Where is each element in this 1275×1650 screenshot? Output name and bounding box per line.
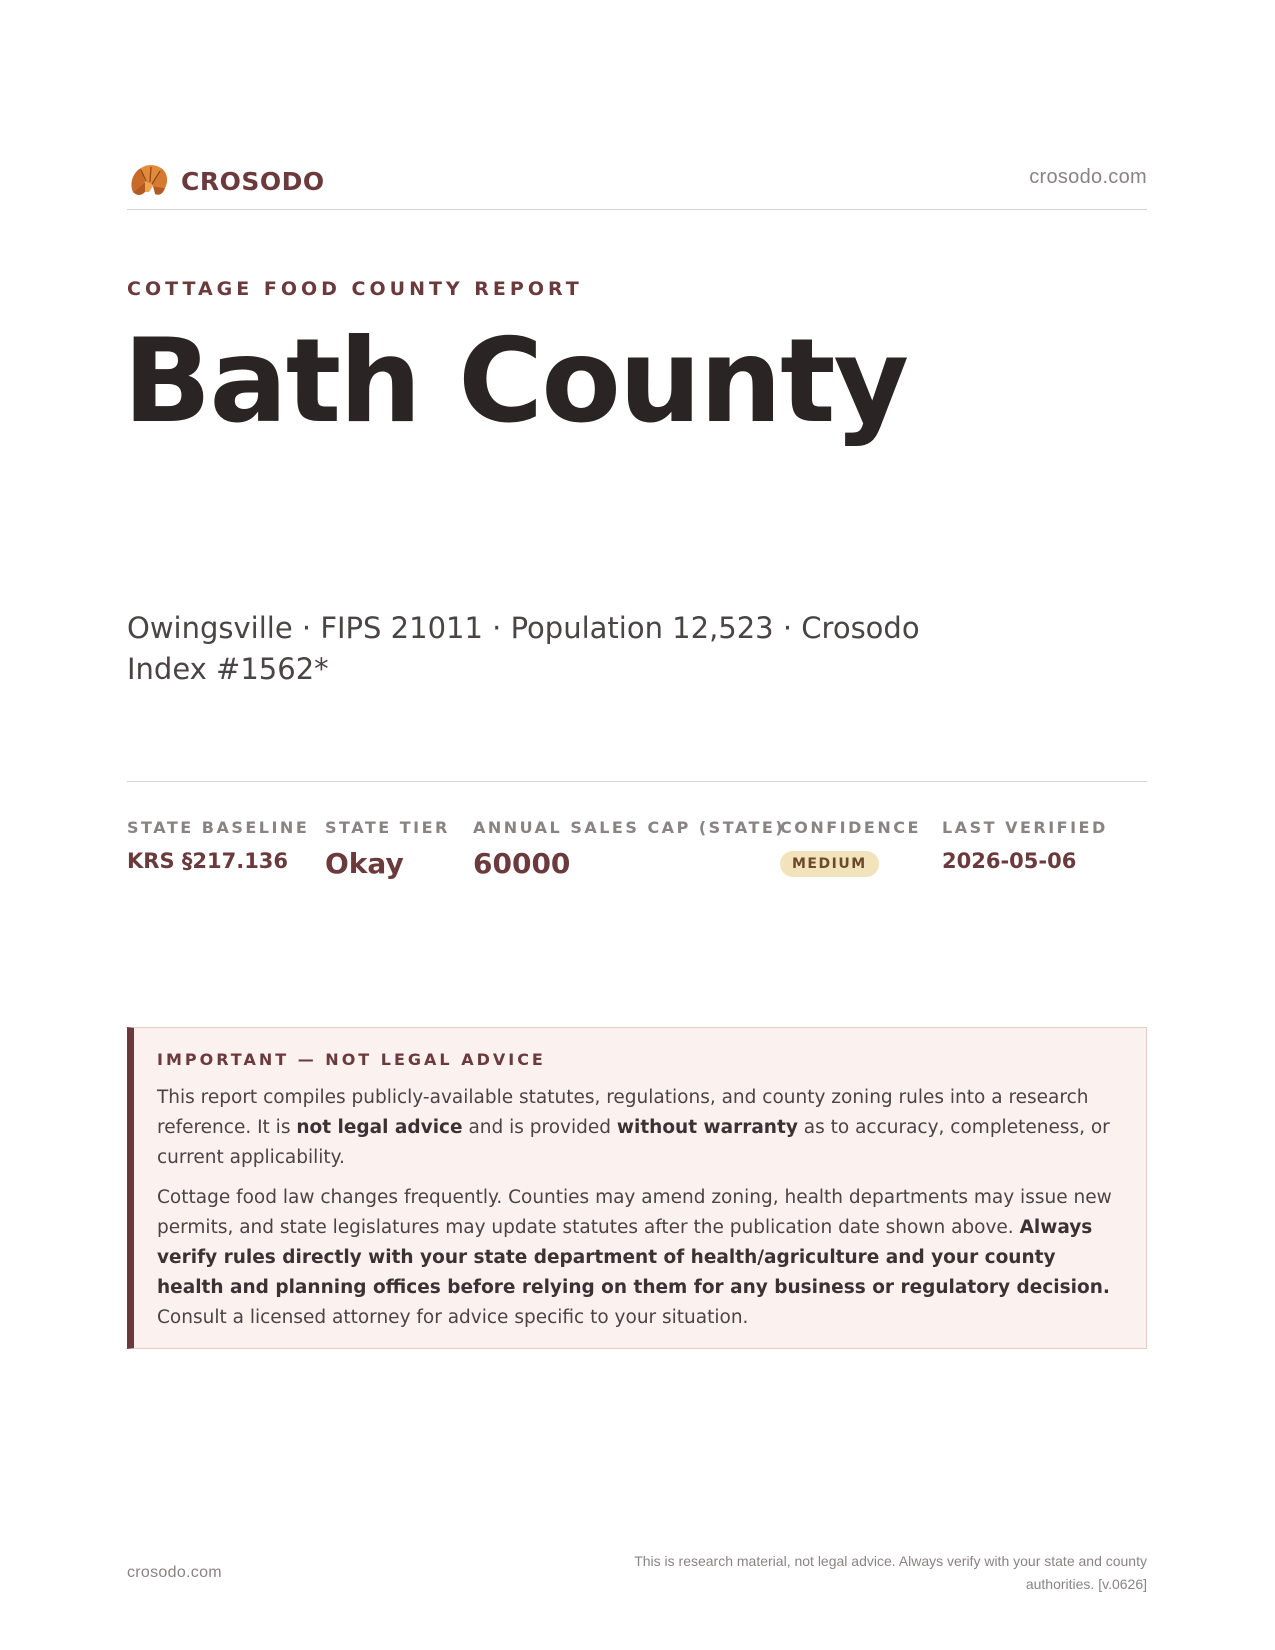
stat-label: STATE BASELINE <box>127 818 310 837</box>
notice-text: as to accuracy, completeness, or current applicability. <box>157 1117 1110 1168</box>
notice-emphasis: Always verify rules directly with your state department of health/agriculture and your county health and planning offices before relying on them for any business or regulatory decision. <box>157 1217 1110 1298</box>
notice-title: IMPORTANT — NOT LEGAL ADVICE <box>157 1050 546 1069</box>
confidence-badge: MEDIUM <box>780 851 879 877</box>
brand <box>127 162 325 200</box>
legal-notice <box>127 1027 1147 1349</box>
stat-sales-cap <box>473 818 785 880</box>
footer-site-url: crosodo.com <box>127 1564 222 1581</box>
footer-disclaimer: This is research material, not legal advice. Always verify with your state and county authorities. [v.0626] <box>634 1553 1147 1592</box>
report-kicker: COTTAGE FOOD COUNTY REPORT <box>127 278 583 300</box>
notice-text: This report compiles publicly-available statutes, regulations, and county zoning rules into a research reference. It is <box>157 1087 1089 1138</box>
notice-text: Cottage food law changes frequently. Counties may amend zoning, health departments may issue new permits, and state legislatures may update statutes after the publication date shown above. <box>157 1187 1112 1238</box>
stat-label: CONFIDENCE <box>780 818 921 837</box>
stat-confidence <box>780 818 921 877</box>
report-page <box>123 0 1147 1650</box>
stats-row <box>127 818 1147 898</box>
stat-label: STATE TIER <box>325 818 450 837</box>
stat-label: ANNUAL SALES CAP (STATE) <box>473 818 786 837</box>
brand-name: CROSODO <box>181 166 325 196</box>
stat-value: Okay <box>325 847 404 880</box>
stat-value: 2026-05-06 <box>942 849 1077 873</box>
stat-state-tier <box>325 818 450 880</box>
stat-value: KRS §217.136 <box>127 849 289 873</box>
notice-paragraph <box>157 1083 1120 1173</box>
notice-emphasis: without warranty <box>616 1117 798 1138</box>
site-url-link[interactable]: crosodo.com <box>1029 166 1147 188</box>
page-title: Bath County <box>123 314 908 449</box>
page-header <box>127 158 1147 204</box>
notice-text: Consult a licensed attorney for advice specific to your situation. <box>157 1307 749 1328</box>
notice-text: and is provided <box>462 1117 617 1138</box>
stat-last-verified <box>942 818 1108 873</box>
stat-value: 60000 <box>473 847 571 880</box>
croissant-icon <box>127 162 169 200</box>
report-subtitle: Owingsville · FIPS 21011 · Population 12,523 · Crosodo Index #1562* <box>127 611 920 686</box>
notice-paragraph <box>157 1183 1120 1333</box>
stat-state-baseline <box>127 818 309 873</box>
header-divider <box>127 209 1147 210</box>
stats-divider <box>127 781 1147 782</box>
stat-label: LAST VERIFIED <box>942 818 1108 837</box>
notice-emphasis: not legal advice <box>296 1117 463 1138</box>
